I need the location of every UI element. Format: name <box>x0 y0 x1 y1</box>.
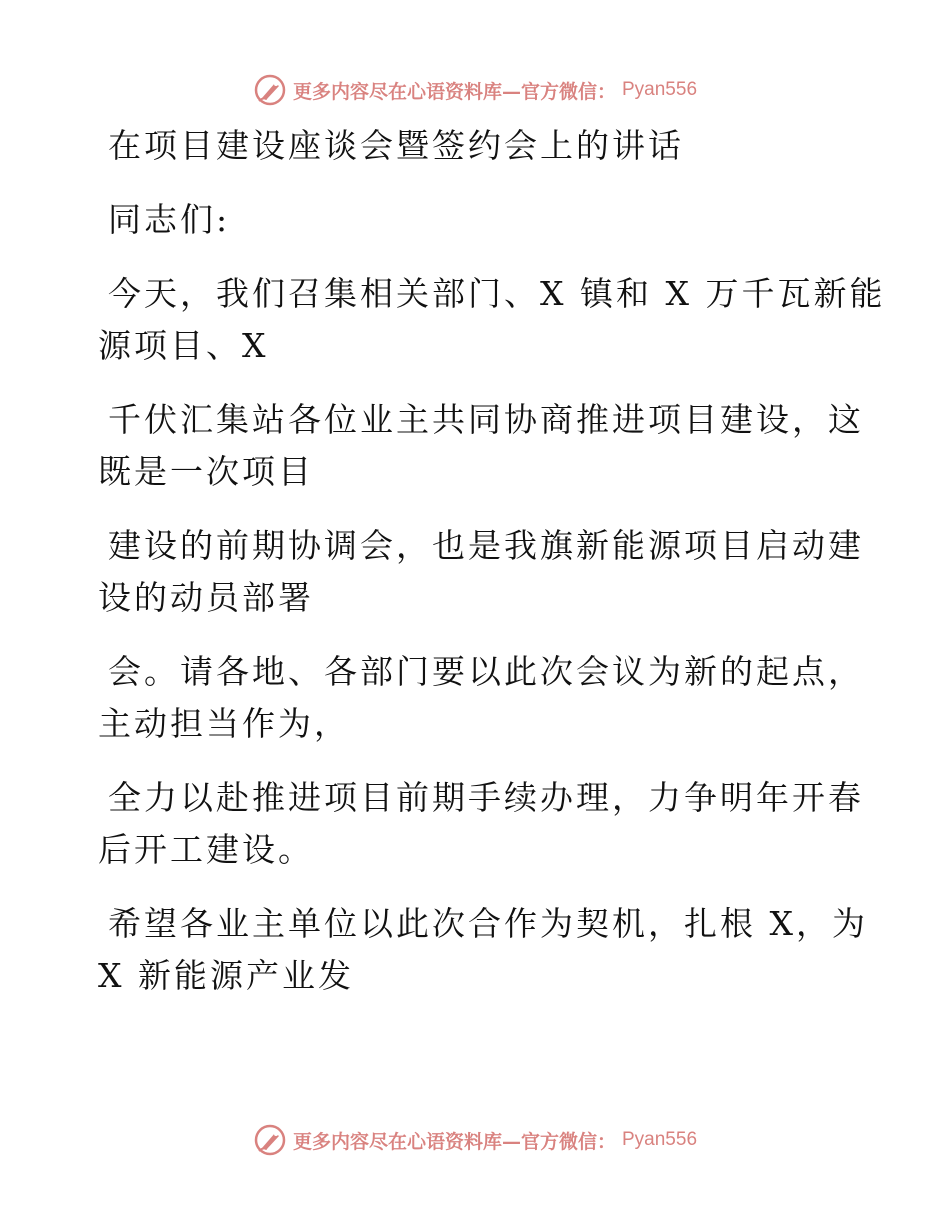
watermark-text: 更多内容尽在心语资料库—官方微信： <box>292 80 616 103</box>
document-body <box>98 120 886 1002</box>
paragraph <box>98 646 864 750</box>
paragraph <box>98 772 864 876</box>
paragraph-line: 既是一次项目 <box>98 452 314 491</box>
pen-logo-icon <box>253 73 287 107</box>
pen-logo-icon <box>253 1123 287 1157</box>
paragraph-line: 会。请各地、各部门要以此次会议为新的起点， <box>108 652 864 691</box>
watermark-handle: Pyan556 <box>622 79 698 100</box>
document-title: 在项目建设座谈会暨签约会上的讲话 <box>108 126 684 165</box>
paragraph-line: 今天，我们召集相关部门、X 镇和 X 万千瓦新能 <box>108 274 886 313</box>
paragraph-line: X 新能源产业发 <box>98 956 354 995</box>
paragraph-line: 设的动员部署 <box>98 578 314 617</box>
paragraph-line: 主动担当作为， <box>98 704 350 743</box>
footer-watermark <box>0 1120 950 1160</box>
paragraph-line: 源项目、X <box>98 326 269 365</box>
paragraph <box>98 898 868 1002</box>
paragraph-line: 千伏汇集站各位业主共同协商推进项目建设，这 <box>108 400 864 439</box>
paragraph <box>98 268 886 372</box>
paragraph-line: 全力以赴推进项目前期手续办理，力争明年开春 <box>108 778 864 817</box>
paragraph-line: 后开工建设。 <box>98 830 314 869</box>
paragraph-line: 希望各业主单位以此次合作为契机，扎根 X，为 <box>108 904 868 943</box>
paragraph-line: 建设的前期协调会，也是我旗新能源项目启动建 <box>108 526 864 565</box>
watermark-text: 更多内容尽在心语资料库—官方微信： <box>292 1130 616 1153</box>
salutation: 同志们: <box>108 200 231 239</box>
watermark-handle: Pyan556 <box>622 1129 698 1150</box>
paragraph <box>98 394 864 498</box>
header-watermark <box>0 70 950 110</box>
paragraph <box>98 520 864 624</box>
